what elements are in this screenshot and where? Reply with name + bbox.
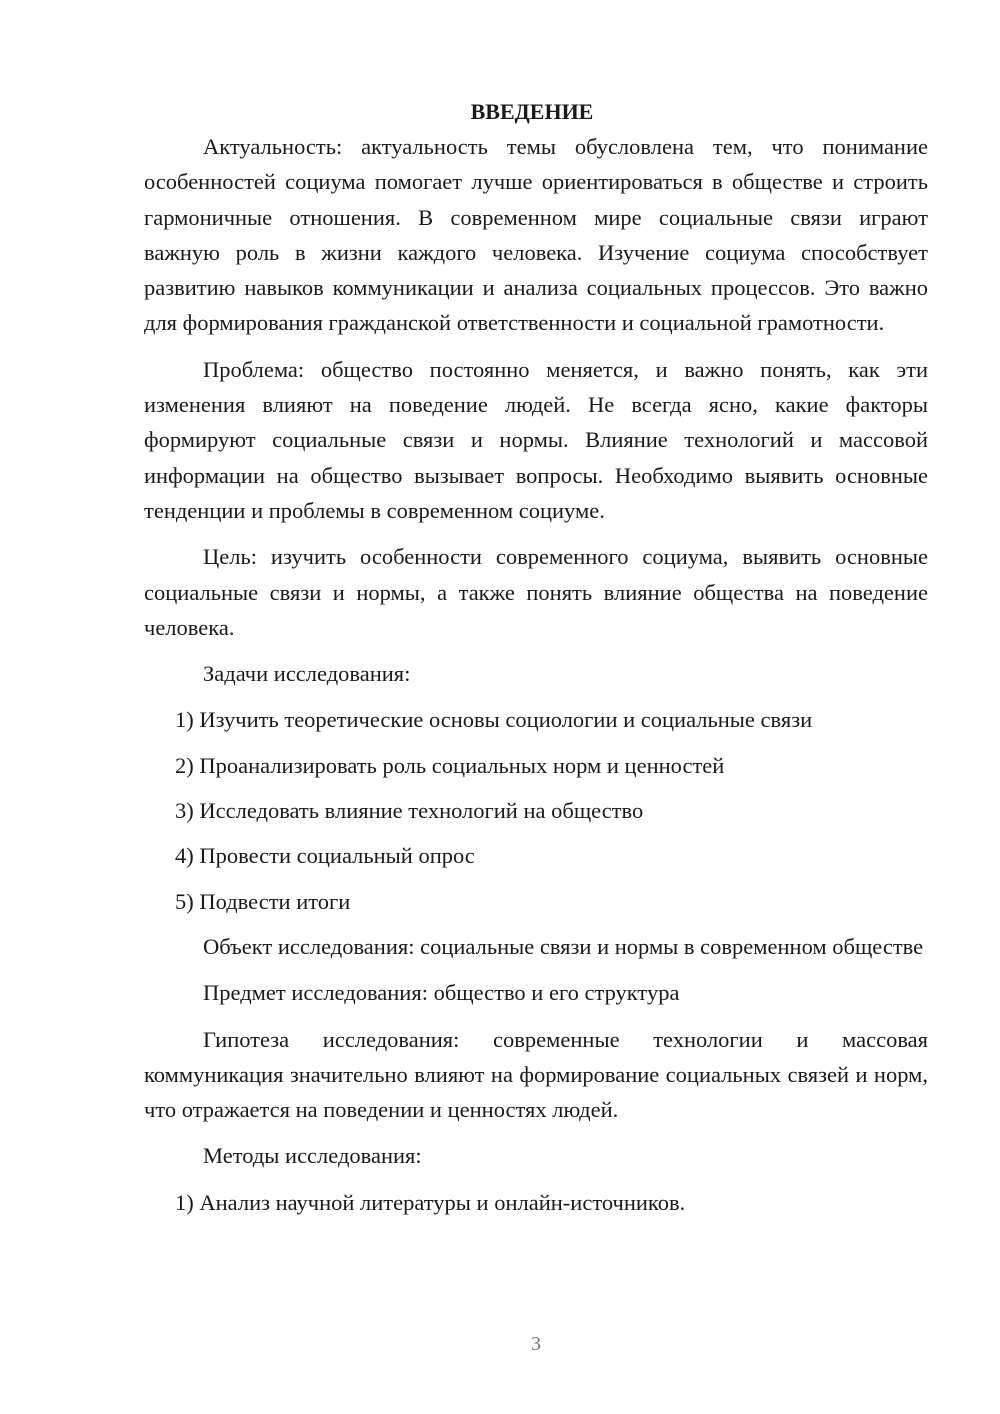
relevance-paragraph: Актуальность: актуальность темы обусловлена тем, что понимание особенностей социума помогает лучше ориентироваться в обществе и строить гармоничные отношения. В современном мире социальные связи играют важную роль в жизни каждого человека. Изучение социума способствует развитию навыков коммуникации и анализа социальных процессов. Это важно для формирования гражданской ответственности и социальной грамотности. xyxy=(144,134,928,336)
hypothesis-paragraph: Гипотеза исследования: современные технологии и массовая коммуникация значительно влияют на формирование социальных связей и норм, что отражается на поведении и ценностях людей. xyxy=(144,1026,928,1123)
object-paragraph: Объект исследования: социальные связи и нормы в современном обществе xyxy=(203,933,924,959)
list-item-task-5: 5) Подвести итоги xyxy=(175,888,351,914)
goal-paragraph: Цель: изучить особенности современного социума, выявить основные социальные связи и нормы, а также понять влияние общества на поведение человека. xyxy=(144,544,928,640)
list-item-task-3: 3) Исследовать влияние технологий на общество xyxy=(175,798,644,824)
tasks-list xyxy=(144,702,928,918)
list-item-method-1: 1) Анализ научной литературы и онлайн-источников. xyxy=(175,1189,686,1215)
tasks-heading: Задачи исследования: xyxy=(203,661,411,687)
list-item-task-2: 2) Проанализировать роль социальных норм и ценностей xyxy=(175,752,725,778)
methods-list xyxy=(144,1185,928,1220)
page-number: 3 xyxy=(531,1333,541,1355)
subject-paragraph: Предмет исследования: общество и его структура xyxy=(203,980,680,1006)
list-item-task-4: 4) Провести социальный опрос xyxy=(175,843,475,869)
methods-heading: Методы исследования: xyxy=(203,1143,422,1169)
section-title: ВВЕДЕНИЕ xyxy=(470,99,594,124)
page-content xyxy=(144,94,928,1230)
list-item-task-1: 1) Изучить теоретические основы социологии и социальные связи xyxy=(175,707,813,733)
problem-paragraph: Проблема: общество постоянно меняется, и важно понять, как эти изменения влияют на поведение людей. Не всегда ясно, какие факторы формируют социальные связи и нормы. Влияние технологий и массовой информации на общество вызывает вопросы. Необходимо выявить основные тенденции и проблемы в современном социуме. xyxy=(144,356,928,523)
